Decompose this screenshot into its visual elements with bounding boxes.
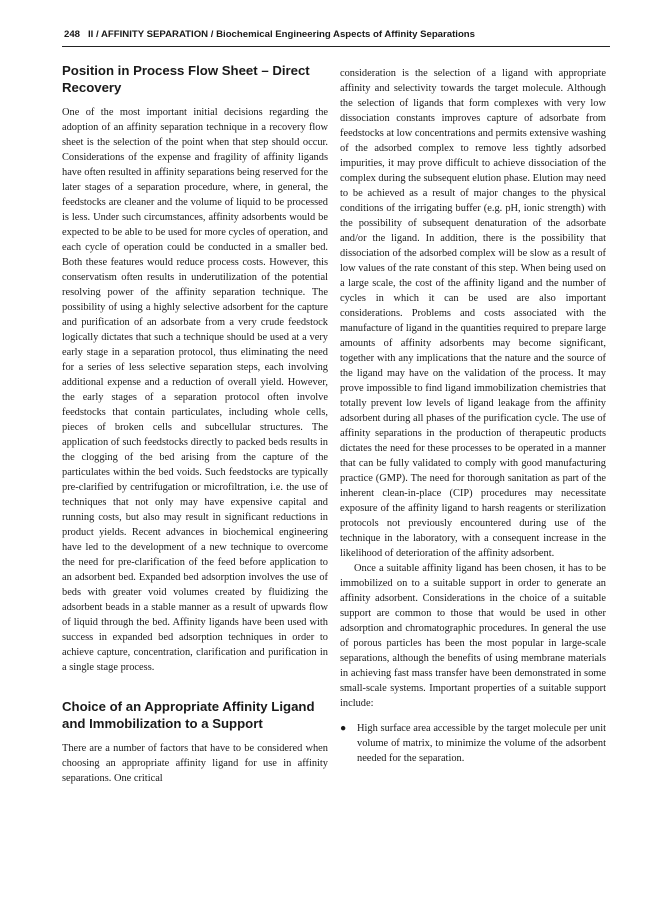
paragraph-ligand-choice-part-1: There are a number of factors that have to be considered when choosing an appropriate affinity ligand for use in affinity separations. One critical bbox=[62, 743, 328, 784]
page-number: 248 bbox=[64, 29, 81, 40]
bullet-icon: ● bbox=[340, 723, 347, 734]
list-item bbox=[340, 721, 606, 766]
left-column bbox=[62, 62, 328, 786]
paragraph-ligand-choice-part-2: consideration is the selection of a ligand with appropriate affinity and selectivity towards the target molecule. Although the selection of ligands that form complexes with very low dissociation constants improves capture of adsorbate from feedstocks at low concentrations and permits extensive washing of the adsorbed complex to remove less tightly adsorbed impurities, it may prove difficult to achieve dissociation of the complex during the subsequent elution phase. Elution may need to be achieved as a result of major changes to the physical conditions of the irrigating buffer (e.g. pH, ionic strength) with the possibility of subsequent denaturation of the adsorbate and/or the ligand. In addition, there is the possibility that dissociation of the adsorbed complex will be slow as a result of low values of the rate constant of this step. When being used on a large scale, the cost of the affinity ligand and the number of cycles in which it can be used are also important considerations. Problems and costs associated with the manufacture of ligand in the quantities required to prepare large amounts of affinity adsorbents may become significant, together with any implications that the nature and the source of the ligand may have on the validation of the process. It may prove impossible to find ligand immobilization chemistries that totally prevent low levels of ligand leakage from the affinity adsorbent during all phases of the purification cycle. The use of affinity separations in the production of therapeutic products dictates the need for these processes to be operated in a manner that can be fully validated to comply with good manufacturing practice (GMP). The need for thorough sanitation as part of the inherent clean-in-place (CIP) procedures may necessitate exposure of the affinity ligand to harsh reagents or sterilization protocols not previously encountered during use of the technique in the laboratory, with a consequent increase in the likelihood of deterioration of the affinity adsorbent. bbox=[340, 68, 606, 559]
section-heading-direct-recovery: Position in Process Flow Sheet – Direct Recovery bbox=[62, 63, 310, 95]
paragraph-immobilization: Once a suitable affinity ligand has been chosen, it has to be immobilized on to a suitable support in order to generate an affinity adsorbent. Considerations in the choice of a suitable support are common to those that would be used in other adsorption and chromatographic procedures. In general the use of porous particles has been the most popular in large-scale separations, although the benefits of using membrane materials in achieving fast mass transfer have been demonstrated in some small-scale systems. Important properties of a suitable support include: bbox=[340, 563, 606, 709]
header-rule bbox=[62, 46, 610, 47]
list-item-text: High surface area accessible by the target molecule per unit volume of matrix, to minimize the volume of the adsorbent needed for the separation. bbox=[357, 723, 606, 764]
paragraph-direct-recovery: One of the most important initial decisions regarding the adoption of an affinity separation technique in a recovery flow sheet is the selection of the point when that step should occur. Considerations of the expense and fragility of affinity ligands have often resulted in affinity separations being reserved for the later stages of a separation procedure, where, in general, the feedstocks are cleaner and the volume of liquid to be processed is less. Under such circumstances, affinity adsorbents would be expected to be able to be used for more cycles of operation, and each cycle of operation could be conducted in a smaller bed. Both these features would reduce process costs. However, this conservatism often results in underutilization of the potential resolving power of the affinity separation technique. The possibility of using a highly selective adsorbent for the capture and purification of an adsorbate from a very crude feedstock logically dictates that such a technique should be used at a very early stage in a separation protocol, thus eliminating the need for a series of less selective separation steps, each involving additional expense and a reduction of overall yield. However, the early stages of a separation protocol often involve feedstocks that contain particulates, including whole cells, pieces of broken cells and subcellular structures. The application of such feedstocks directly to packed beds results in the clogging of the bed arising from the capture of the particulates within the bed voids. Such feedstocks are typically pre-clarified by centrifugation or microfiltration, i.e. the use of techniques that not only may have expensive capital and running costs, but also may result in significant reductions in product yields. Recent advances in biochemical engineering have led to the development of a new technique to overcome the need for pre-clarification of the feed before application to an adsorbent bed. Expanded bed adsorption involves the use of beds with greater void volumes created by fluidizing the adsorbent beads in a stable manner as a result of upwards flow of liquid through the bed. Affinity ligands have been used with success in expanded bed adsorption techniques in order to achieve capture, concentration, clarification and purification in a single stage process. bbox=[62, 107, 328, 673]
bullet-list bbox=[340, 721, 606, 766]
right-column bbox=[340, 66, 606, 766]
section-heading-ligand-choice: Choice of an Appropriate Affinity Ligand and Immobilization to a Support bbox=[62, 699, 315, 731]
running-title: II / AFFINITY SEPARATION / Biochemical Engineering Aspects of Affinity Separations bbox=[88, 29, 476, 40]
running-head bbox=[64, 29, 612, 45]
